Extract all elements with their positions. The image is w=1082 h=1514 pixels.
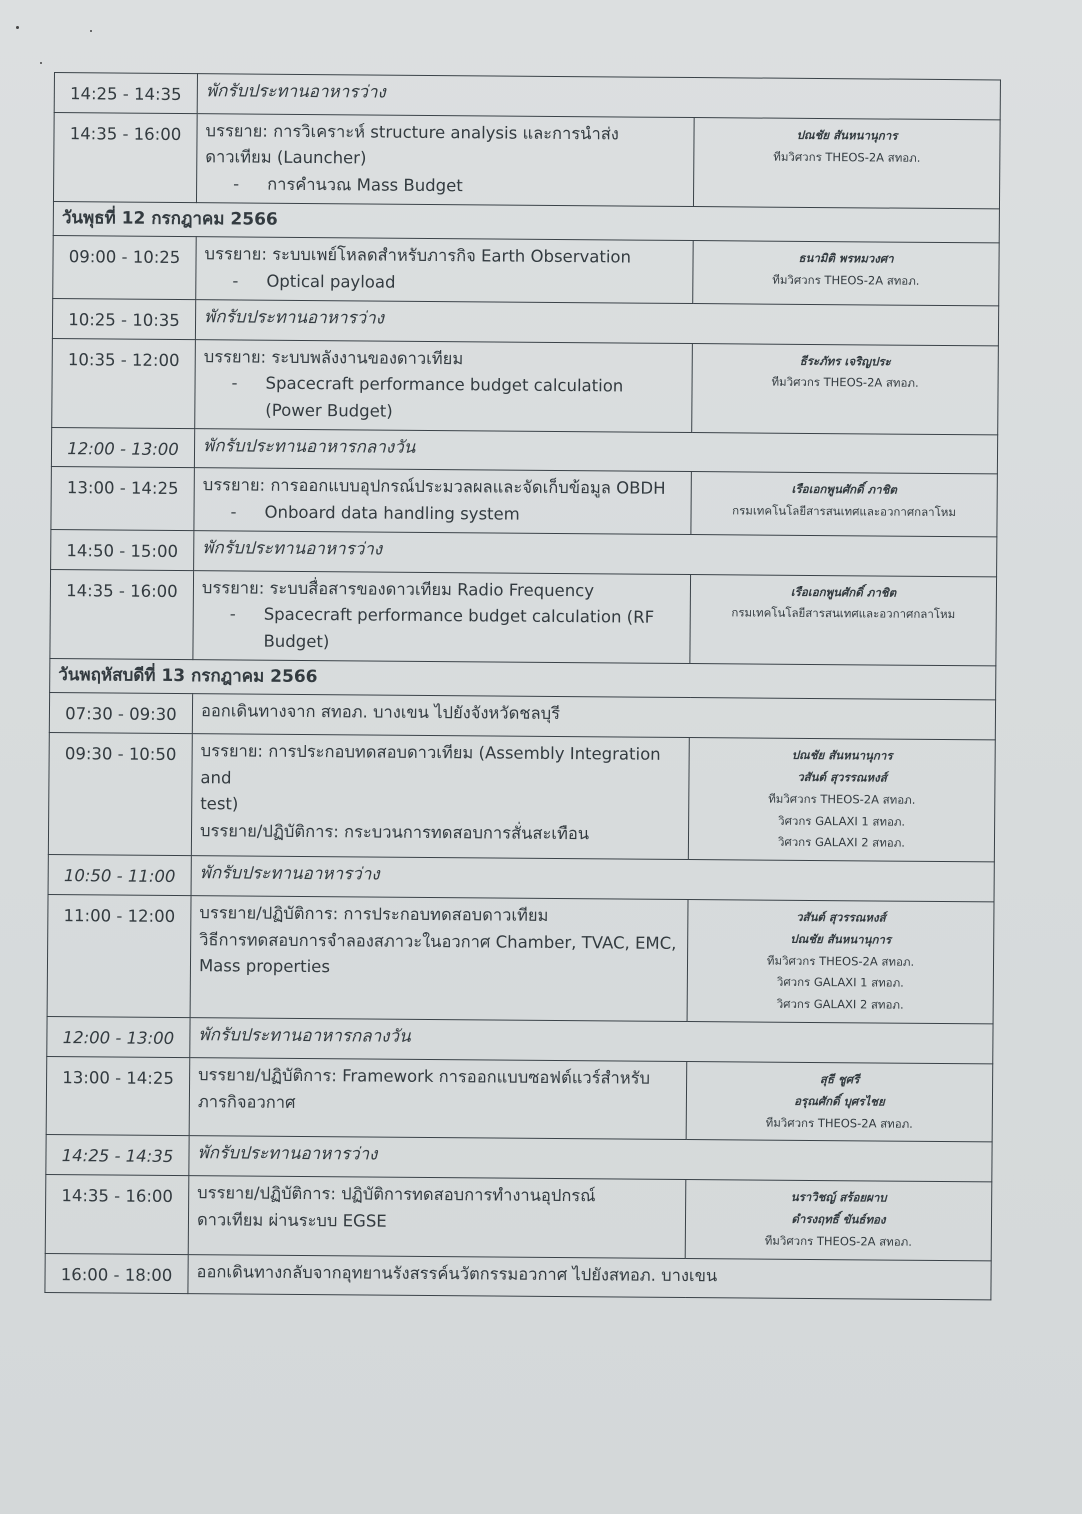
speaker-name: สุธี ชูศรี xyxy=(819,1071,860,1087)
table-row xyxy=(52,338,999,435)
speaker-cell xyxy=(693,117,1000,209)
time-cell: 12:00 - 13:00 xyxy=(51,427,194,468)
topic-line: ดาวเทียม ผ่านระบบ EGSE xyxy=(196,1210,387,1231)
sub-item-text: Onboard data handling system xyxy=(264,502,520,524)
topic-line: Mass properties xyxy=(198,956,331,977)
time-cell: 16:00 - 18:00 xyxy=(45,1253,188,1294)
time-cell: 09:30 - 10:50 xyxy=(48,732,192,855)
time-cell: 13:00 - 14:25 xyxy=(46,1056,190,1136)
sub-item xyxy=(203,370,683,400)
break-cell: พักรับประทานอาหารกลางวัน xyxy=(194,428,997,474)
topic-line: ดาวเทียม (Launcher) xyxy=(205,147,367,168)
topic-line: test) xyxy=(200,794,239,814)
time-cell: 14:35 - 16:00 xyxy=(45,1175,189,1255)
speaker-cell xyxy=(692,343,999,435)
speaker-name: เรือเอกพูนศักดิ์ ภาชิต xyxy=(791,482,897,498)
sub-item xyxy=(202,601,682,631)
topic-cell xyxy=(196,113,694,206)
topic-cell xyxy=(193,570,691,663)
time-cell: 13:00 - 14:25 xyxy=(51,467,194,531)
table-row xyxy=(45,1175,992,1261)
table-row xyxy=(50,569,997,666)
topic-line: ภารกิจอวกาศ xyxy=(197,1091,296,1112)
topic-cell xyxy=(188,1176,686,1258)
bullet-dash: - xyxy=(232,271,239,291)
time-cell: 10:25 - 10:35 xyxy=(52,298,195,339)
time-cell: 14:25 - 14:35 xyxy=(46,1135,189,1176)
bullet-dash: - xyxy=(233,174,240,194)
topic-cell xyxy=(191,734,689,860)
day-heading: วันพฤหัสบดีที่ 13 กรกฎาคม 2566 xyxy=(50,658,996,700)
sub-item-text: Spacecraft performance budget calculation xyxy=(265,373,624,396)
schedule-table xyxy=(44,72,1001,1301)
speaker-org: ทีมวิศวกร THEOS-2A สทอภ. xyxy=(771,375,919,391)
time-cell: 14:25 - 14:35 xyxy=(54,73,197,114)
topic-line: บรรยาย/ปฏิบัติการ: การประกอบทดสอบดาวเทียม xyxy=(199,903,549,925)
day-heading: วันพุธที่ 12 กรกฎาคม 2566 xyxy=(53,201,999,243)
speaker-org: วิศวกร GALAXI 1 สทอภ. xyxy=(778,813,906,829)
sub-item-text: Optical payload xyxy=(266,271,396,292)
speaker-cell xyxy=(690,574,997,666)
speaker-name: เรือเอกพูนศักดิ์ ภาชิต xyxy=(790,584,897,600)
sub-item-text: การคำนวณ Mass Budget xyxy=(267,174,463,196)
speaker-cell xyxy=(688,738,995,863)
activity-cell: ออกเดินทางจาก สทอภ. บางเขน ไปยังจังหวัดชลบุรี xyxy=(192,694,995,740)
sub-item xyxy=(204,268,684,298)
topic-line: บรรยาย: ระบบเพย์โหลดสำหรับภารกิจ Earth Observation xyxy=(204,244,632,267)
time-cell: 07:30 - 09:30 xyxy=(49,693,192,734)
speaker-name: นราวิชญ์ สร้อยผาบ xyxy=(790,1189,887,1205)
topic-line: บรรยาย: ระบบสื่อสารของดาวเทียม Radio Frequency xyxy=(201,577,595,600)
topic-cell xyxy=(190,896,688,1022)
speaker-name: วสันต์ สุวรรณหงส์ xyxy=(796,909,886,925)
bullet-dash: - xyxy=(231,373,238,393)
speaker-org: กรมเทคโนโลยีสารสนเทศและอวกาศกลาโหม xyxy=(731,605,956,622)
topic-line: บรรยาย/ปฏิบัติการ: กระบวนการทดสอบการสั่นสะเทือน xyxy=(199,821,590,844)
speaker-org: วิศวกร GALAXI 2 สทอภ. xyxy=(776,997,904,1013)
time-cell: 10:35 - 12:00 xyxy=(52,338,196,428)
speaker-name: วสันต์ สุวรรณหงส์ xyxy=(797,769,887,785)
activity-cell: ออกเดินทางกลับจากอุทยานรังสรรค์นวัตกรรมอวกาศ ไปยังสทอภ. บางเขน xyxy=(188,1254,991,1300)
topic-line: บรรยาย: การวิเคราะห์ structure analysis และการนำส่ง xyxy=(205,120,619,144)
table-row xyxy=(51,467,997,537)
speaker-name: ธนามิติ พรหมวงศา xyxy=(798,251,894,267)
speaker-name: ดำรงฤทธิ์ ขันธ์ทอง xyxy=(791,1211,886,1227)
speaker-cell xyxy=(687,899,994,1024)
topic-line: บรรยาย: ระบบพลังงานของดาวเทียม xyxy=(203,346,464,368)
speaker-org: ทีมวิศวกร THEOS-2A สทอภ. xyxy=(773,149,921,165)
topic-line: บรรยาย/ปฏิบัติการ: ปฏิบัติการทดสอบการทำงานอุปกรณ์ xyxy=(197,1183,596,1206)
speaker-org: ทีมวิศวกร THEOS-2A สทอภ. xyxy=(772,272,920,289)
topic-line: บรรยาย/ปฏิบัติการ: Framework การออกแบบซอฟต์แวร์สำหรับ xyxy=(198,1065,651,1088)
sub-item xyxy=(202,499,682,529)
time-cell: 11:00 - 12:00 xyxy=(47,894,191,1017)
topic-cell xyxy=(196,237,693,303)
sub-item-text: Spacecraft performance budget calculation (RF xyxy=(263,604,655,628)
speaker-org: ทีมวิศวกร THEOS-2A สทอภ. xyxy=(765,1115,913,1131)
topic-cell xyxy=(189,1057,687,1139)
topic-line: บรรยาย: การประกอบทดสอบดาวเทียม (Assembly Integration and xyxy=(200,741,661,788)
speaker-org: วิศวกร GALAXI 1 สทอภ. xyxy=(776,975,904,991)
speaker-cell xyxy=(686,1061,993,1142)
paper-speck xyxy=(40,62,42,64)
sub-item-continuation: Budget) xyxy=(263,631,330,652)
time-cell: 14:50 - 15:00 xyxy=(51,529,194,570)
topic-cell xyxy=(194,468,691,534)
speaker-cell xyxy=(693,241,999,306)
speaker-org: ทีมวิศวกร THEOS-2A สทอภ. xyxy=(764,1233,913,1249)
bullet-dash: - xyxy=(230,502,237,522)
sub-item xyxy=(205,171,685,201)
table-row xyxy=(45,1253,991,1300)
speaker-org: ทีมวิศวกร THEOS-2A สทอภ. xyxy=(766,953,915,969)
table-row xyxy=(47,894,994,1024)
sub-item-continuation: (Power Budget) xyxy=(265,400,393,421)
time-cell: 09:00 - 10:25 xyxy=(53,236,196,300)
table-row xyxy=(53,236,999,306)
paper-speck xyxy=(90,30,92,32)
speaker-cell xyxy=(691,472,997,537)
table-row xyxy=(46,1056,993,1142)
speaker-org: วิศวกร GALAXI 2 สทอภ. xyxy=(777,835,906,851)
speaker-org: กรมเทคโนโลยีสารสนเทศและอวกาศกลาโหม xyxy=(732,503,957,520)
speaker-name: ปณชัย สันหนานุการ xyxy=(790,931,892,947)
speaker-name: ธีระภัทร เจริญประ xyxy=(799,353,891,369)
topic-cell xyxy=(195,339,693,432)
break-cell: พักรับประทานอาหารว่าง xyxy=(194,530,997,576)
break-cell: พักรับประทานอาหารกลางวัน xyxy=(190,1018,993,1064)
table-row xyxy=(48,732,995,862)
speaker-name: อรุณศักดิ์ บุศรไชย xyxy=(794,1093,885,1109)
paper-speck xyxy=(16,26,19,29)
break-cell: พักรับประทานอาหารว่าง xyxy=(189,1136,992,1182)
topic-line: บรรยาย: การออกแบบอุปกรณ์ประมวลผลและจัดเก็บข้อมูล OBDH xyxy=(202,475,666,499)
bullet-dash: - xyxy=(229,604,236,624)
topic-line: วิธีการทดสอบการจำลองสภาวะในอวกาศ Chamber, TVAC, EMC, xyxy=(199,929,677,953)
speaker-name: ปณชัย สันหนานุการ xyxy=(791,747,893,763)
break-cell: พักรับประทานอาหารว่าง xyxy=(195,299,998,345)
break-cell: พักรับประทานอาหารว่าง xyxy=(197,74,1000,120)
speaker-org: ทีมวิศวกร THEOS-2A สทอภ. xyxy=(768,791,916,807)
speaker-name: ปณชัย สันหนานุการ xyxy=(796,127,898,143)
time-cell: 12:00 - 13:00 xyxy=(47,1017,190,1058)
time-cell: 14:35 - 16:00 xyxy=(50,569,194,659)
time-cell: 10:50 - 11:00 xyxy=(48,855,191,896)
speaker-cell xyxy=(685,1180,992,1261)
time-cell: 14:35 - 16:00 xyxy=(53,112,197,202)
table-row xyxy=(53,112,1000,209)
break-cell: พักรับประทานอาหารว่าง xyxy=(191,856,994,902)
